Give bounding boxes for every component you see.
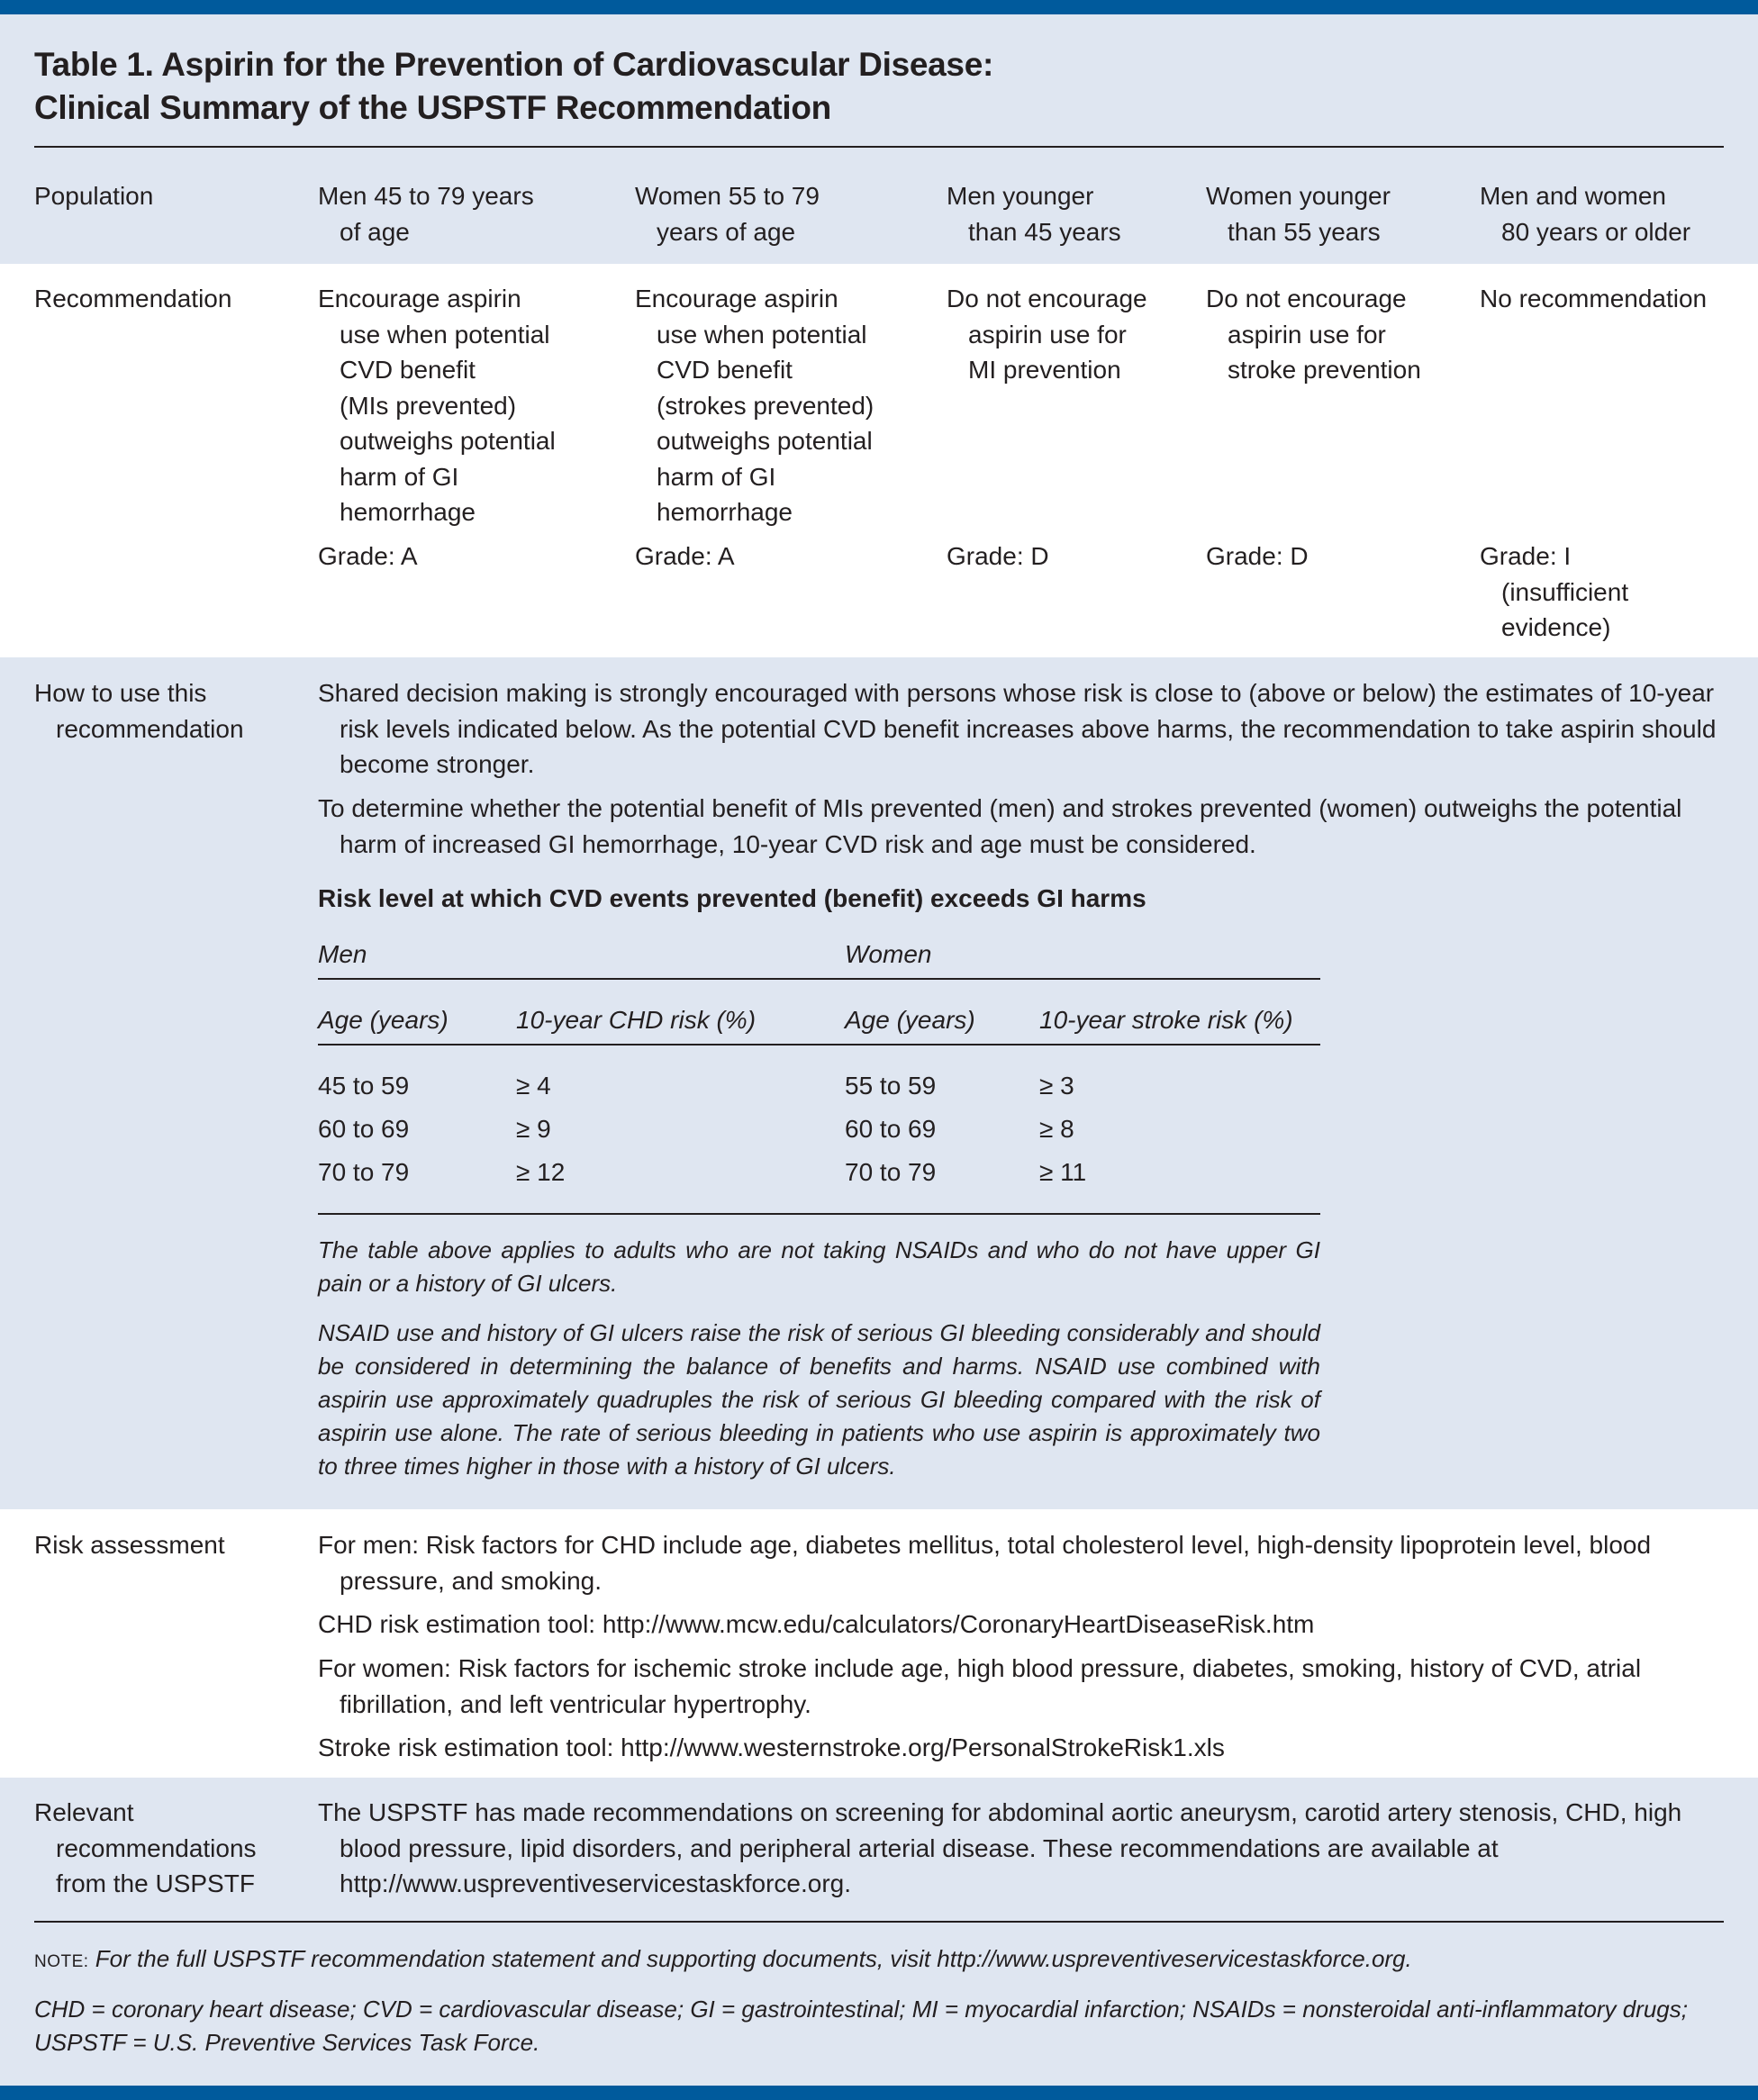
note-label: NOTE:	[34, 1952, 89, 1971]
chd-risk-tool-link[interactable]: CHD risk estimation tool: http://www.mcw.edu/calculators/CoronaryHeartDiseaseRisk.htm	[318, 1610, 1315, 1638]
risk-cell: ≥ 12	[516, 1158, 566, 1186]
footer-rule	[34, 1921, 1724, 1923]
how-to-use-para-2: To determine whether the potential benefit of MIs prevented (men) and strokes prevented (women) outweighs the potential harm of increased GI hemorrhage, 10-year CVD risk and age must be considered.	[318, 794, 1682, 858]
how-to-use-label: How to use this recommendation	[34, 679, 244, 743]
recommendation-80-plus: No recommendation	[1480, 285, 1708, 312]
risk-header-women-age: Age (years)	[845, 1006, 975, 1034]
recommendation-men-under-45: Do not encourage aspirin use for MI prevention	[947, 285, 1147, 384]
bottom-color-bar	[0, 2086, 1758, 2100]
risk-header-stroke-risk: 10-year stroke risk (%)	[1039, 1006, 1293, 1034]
population-men-under-45: Men younger than 45 years	[947, 182, 1121, 246]
grade-women-under-55: Grade: D	[1206, 542, 1309, 570]
population-women-55-79: Women 55 to 79 years of age	[635, 182, 820, 246]
grade-80-plus: Grade: I (insufficient evidence)	[1480, 542, 1629, 641]
risk-cell: 60 to 69	[845, 1115, 937, 1143]
risk-cell: 45 to 59	[318, 1072, 410, 1100]
title-rule	[34, 146, 1724, 148]
recommendation-label: Recommendation	[34, 285, 232, 312]
risk-table-rule-header	[318, 1044, 1320, 1045]
title-line-2: Clinical Summary of the USPSTF Recommendation	[34, 89, 831, 126]
relevant-label: Relevant recommendations from the USPSTF	[34, 1798, 257, 1897]
risk-table-rule-top	[318, 978, 1320, 980]
relevant-text: The USPSTF has made recommendations on screening for abdominal aortic aneurysm, carotid artery stenosis, CHD, high blood pressure, lipid disorders, and peripheral arterial disease. These recommendations are available at http://www.uspreventiveservicestaskforce.org.	[318, 1798, 1682, 1897]
risk-cell: 60 to 69	[318, 1115, 410, 1143]
risk-table-men-label: Men	[318, 940, 367, 968]
risk-table-note-2: NSAID use and history of GI ulcers raise the risk of serious GI bleeding considerably and should be considered in determining the balance of benefits and harms. NSAID use combined with aspirin use approximately quadruples the risk of serious GI bleeding compared with the risk of aspirin use alone. The rate of serious bleeding in patients who use aspirin is approximately two to three times higher in those with a history of GI ulcers.	[318, 1319, 1320, 1480]
top-color-bar	[0, 0, 1758, 14]
footer-abbreviations: CHD = coronary heart disease; CVD = cardiovascular disease; GI = gastrointestinal; MI = myocardial infarction; NSAIDs = nonsteroidal anti-inflammatory drugs; USPSTF = U.S. Preventive Services Task Force.	[34, 1996, 1688, 2056]
risk-table-rule-bottom	[318, 1213, 1320, 1215]
risk-header-men-age: Age (years)	[318, 1006, 449, 1034]
population-label: Population	[34, 182, 154, 210]
risk-cell: ≥ 9	[516, 1115, 551, 1143]
risk-cell: ≥ 11	[1039, 1158, 1087, 1186]
table-title	[34, 43, 993, 130]
grade-men-45-79: Grade: A	[318, 542, 418, 570]
risk-cell: ≥ 3	[1039, 1072, 1074, 1100]
grade-women-55-79: Grade: A	[635, 542, 735, 570]
risk-assessment-men: For men: Risk factors for CHD include age, diabetes mellitus, total cholesterol level, high-density lipoprotein level, blood pressure, and smoking.	[318, 1531, 1652, 1595]
how-to-use-para-1: Shared decision making is strongly encouraged with persons whose risk is close to (above or below) the estimates of 10-year risk levels indicated below. As the potential CVD benefit increases above harms, the recommendation to take aspirin should become stronger.	[318, 679, 1717, 778]
risk-table-women-label: Women	[845, 940, 932, 968]
risk-cell: ≥ 4	[516, 1072, 551, 1100]
recommendation-women-under-55: Do not encourage aspirin use for stroke prevention	[1206, 285, 1421, 384]
population-women-under-55: Women younger than 55 years	[1206, 182, 1391, 246]
title-line-1: Table 1. Aspirin for the Prevention of Cardiovascular Disease:	[34, 46, 993, 83]
risk-assessment-women: For women: Risk factors for ischemic stroke include age, high blood pressure, diabetes, smoking, history of CVD, atrial fibrillation, and left ventricular hypertrophy.	[318, 1654, 1642, 1718]
grade-men-under-45: Grade: D	[947, 542, 1049, 570]
risk-header-chd-risk: 10-year CHD risk (%)	[516, 1006, 757, 1034]
recommendation-women-55-79: Encourage aspirin use when potential CVD benefit (strokes prevented) outweighs potential harm of GI hemorrhage	[635, 285, 874, 526]
risk-cell: 70 to 79	[318, 1158, 410, 1186]
risk-cell: 70 to 79	[845, 1158, 937, 1186]
footer-note	[34, 1942, 1727, 1978]
population-men-45-79: Men 45 to 79 years of age	[318, 182, 534, 246]
risk-cell: ≥ 8	[1039, 1115, 1074, 1143]
risk-table-note-1: The table above applies to adults who are not taking NSAIDs and who do not have upper GI pain or a history of GI ulcers.	[318, 1236, 1320, 1297]
recommendation-men-45-79: Encourage aspirin use when potential CVD benefit (MIs prevented) outweighs potential harm of GI hemorrhage	[318, 285, 556, 526]
risk-assessment-label: Risk assessment	[34, 1531, 225, 1559]
risk-cell: 55 to 59	[845, 1072, 937, 1100]
population-80-plus: Men and women 80 years or older	[1480, 182, 1691, 246]
stroke-risk-tool-link[interactable]: Stroke risk estimation tool: http://www.westernstroke.org/PersonalStrokeRisk1.xls	[318, 1733, 1225, 1761]
note-text: For the full USPSTF recommendation statement and supporting documents, visit http://www.uspreventiveservicestaskforce.org.	[88, 1945, 1412, 1972]
risk-table-title: Risk level at which CVD events prevented (benefit) exceeds GI harms	[318, 884, 1146, 912]
